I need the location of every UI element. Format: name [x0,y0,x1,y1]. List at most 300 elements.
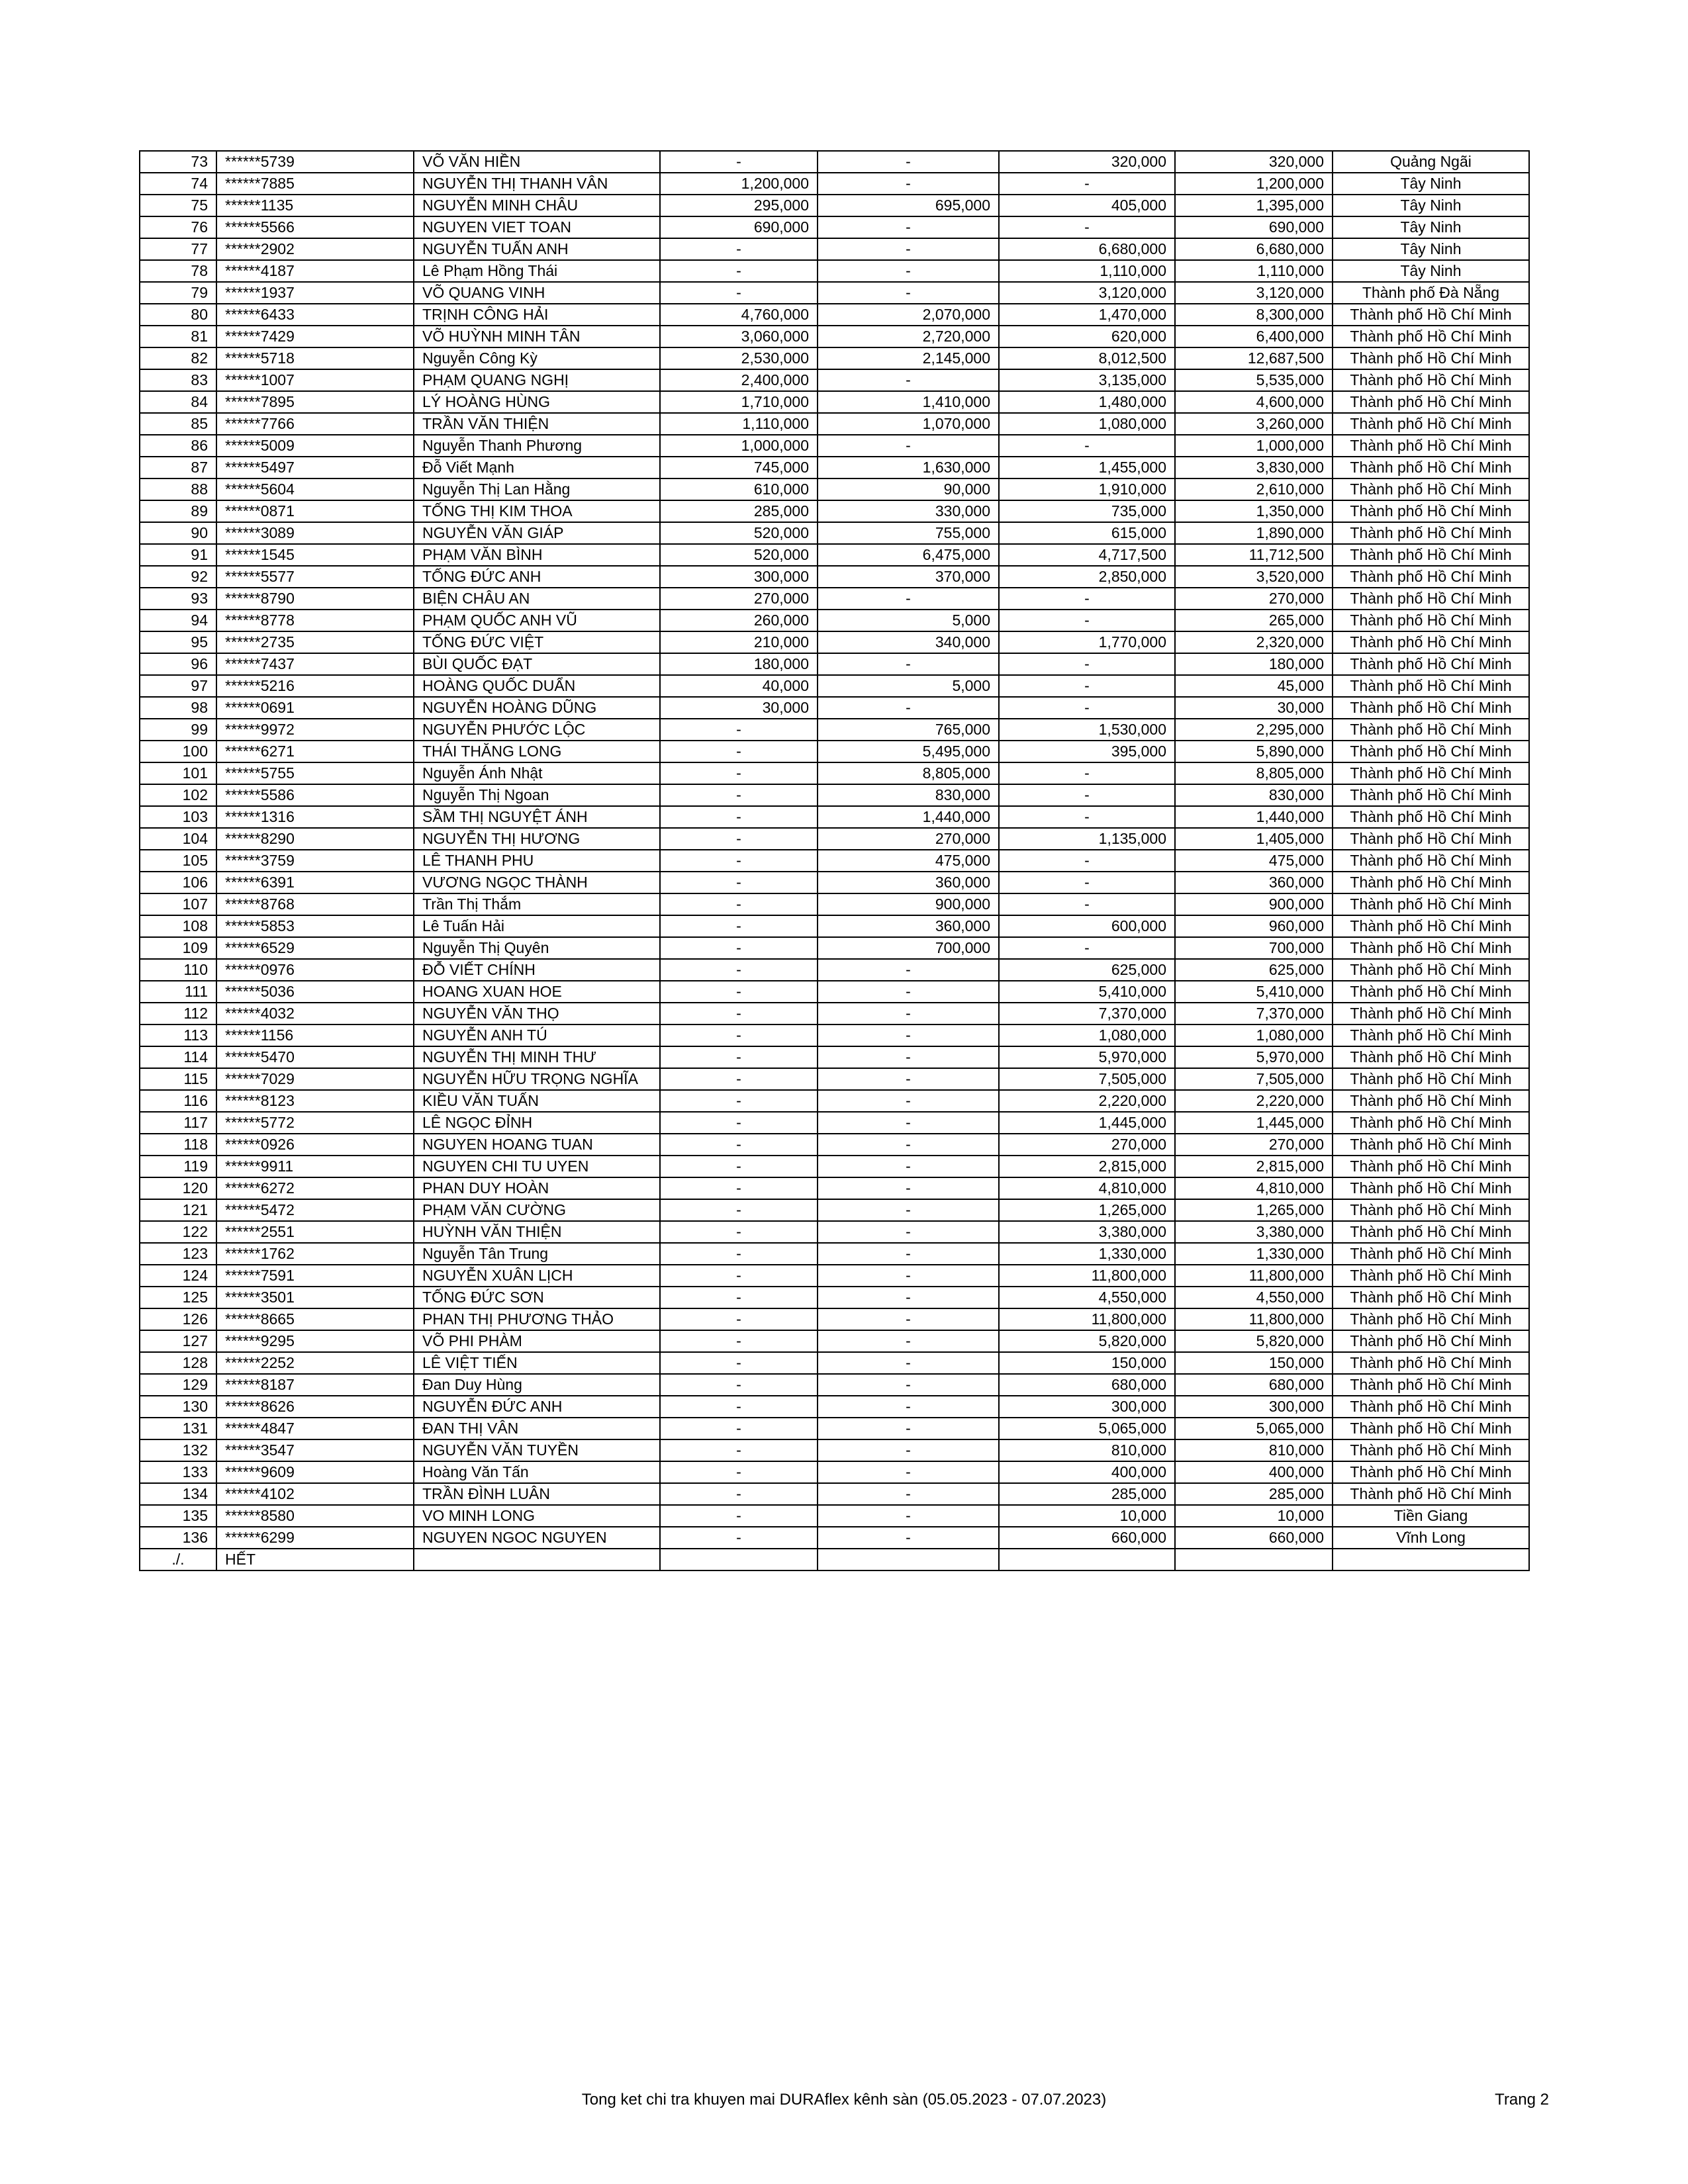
total-amount-cell: 1,200,000 [1175,173,1333,195]
masked-id-cell: ******1007 [216,369,414,391]
table-row [140,544,1529,566]
table-row [140,937,1529,959]
province-cell: Thành phố Hồ Chí Minh [1333,610,1529,631]
total-amount-cell: 10,000 [1175,1505,1333,1527]
amount-3-cell: - [999,435,1175,457]
amount-1-cell: - [660,1374,818,1396]
row-number-cell: 81 [140,326,216,347]
row-number-cell: 96 [140,653,216,675]
masked-id-cell: ******1156 [216,1024,414,1046]
amount-2-cell: - [818,1374,999,1396]
row-number-cell: 88 [140,478,216,500]
amount-3-cell: 1,530,000 [999,719,1175,741]
province-cell: Thành phố Hồ Chí Minh [1333,1003,1529,1024]
customer-name-cell: NGUYỄN TUẤN ANH [414,238,660,260]
customer-name-cell: LÝ HOÀNG HÙNG [414,391,660,413]
amount-2-cell: - [818,1243,999,1265]
amount-3-cell: 5,970,000 [999,1046,1175,1068]
masked-id-cell: ******6299 [216,1527,414,1549]
province-cell: Thành phố Hồ Chí Minh [1333,435,1529,457]
customer-name-cell: BIỆN CHÂU AN [414,588,660,610]
table-row [140,1330,1529,1352]
province-cell: Vĩnh Long [1333,1527,1529,1549]
total-amount-cell: 680,000 [1175,1374,1333,1396]
amount-1-cell: 40,000 [660,675,818,697]
masked-id-cell: ******6271 [216,741,414,762]
end-mark-cell: ./. [140,1549,216,1570]
amount-2-cell: - [818,1483,999,1505]
masked-id-cell: ******8768 [216,893,414,915]
amount-2-cell: 330,000 [818,500,999,522]
province-cell: Thành phố Hồ Chí Minh [1333,872,1529,893]
amount-3-cell: 1,330,000 [999,1243,1175,1265]
masked-id-cell: ******5472 [216,1199,414,1221]
masked-id-cell: ******5718 [216,347,414,369]
table-row [140,893,1529,915]
amount-2-cell: - [818,1068,999,1090]
total-amount-cell: 700,000 [1175,937,1333,959]
table-row [140,1418,1529,1439]
amount-3-cell: - [999,806,1175,828]
total-amount-cell: 2,815,000 [1175,1156,1333,1177]
row-number-cell: 122 [140,1221,216,1243]
row-number-cell: 130 [140,1396,216,1418]
amount-3-cell: - [999,653,1175,675]
table-row [140,1112,1529,1134]
table-row [140,631,1529,653]
total-amount-cell: 1,445,000 [1175,1112,1333,1134]
amount-2-cell: - [818,1003,999,1024]
customer-name-cell: Lê Tuấn Hải [414,915,660,937]
amount-3-cell: - [999,872,1175,893]
row-number-cell: 77 [140,238,216,260]
customer-name-cell: THÁI THĂNG LONG [414,741,660,762]
row-number-cell: 111 [140,981,216,1003]
total-amount-cell: 270,000 [1175,588,1333,610]
table-row [140,1199,1529,1221]
amount-2-cell: - [818,1221,999,1243]
province-cell: Thành phố Hồ Chí Minh [1333,478,1529,500]
customer-name-cell: VÕ VĂN HIỀN [414,151,660,173]
row-number-cell: 113 [140,1024,216,1046]
row-number-cell: 73 [140,151,216,173]
row-number-cell: 131 [140,1418,216,1439]
province-cell: Thành phố Hồ Chí Minh [1333,304,1529,326]
amount-3-cell: 4,810,000 [999,1177,1175,1199]
customer-name-cell: ĐỖ VIẾT CHÍNH [414,959,660,981]
customer-name-cell: NGUYỄN VĂN GIÁP [414,522,660,544]
customer-name-cell: SẦM THỊ NGUYỆT ÁNH [414,806,660,828]
row-number-cell: 133 [140,1461,216,1483]
customer-name-cell: NGUYEN VIET TOAN [414,216,660,238]
amount-2-cell: 370,000 [818,566,999,588]
amount-3-cell: 735,000 [999,500,1175,522]
customer-name-cell: NGUYEN HOANG TUAN [414,1134,660,1156]
masked-id-cell: ******8778 [216,610,414,631]
customer-name-cell: TỐNG ĐỨC SƠN [414,1287,660,1308]
total-amount-cell: 5,065,000 [1175,1418,1333,1439]
amount-3-cell: 600,000 [999,915,1175,937]
customer-name-cell: PHẠM VĂN CƯỜNG [414,1199,660,1221]
amount-1-cell: - [660,1003,818,1024]
total-amount-cell: 1,110,000 [1175,260,1333,282]
amount-2-cell: 1,070,000 [818,413,999,435]
customer-name-cell: Nguyễn Ánh Nhật [414,762,660,784]
table-row [140,675,1529,697]
row-number-cell: 97 [140,675,216,697]
table-row [140,1156,1529,1177]
amount-3-cell: 270,000 [999,1134,1175,1156]
end-row [140,1549,1529,1570]
row-number-cell: 78 [140,260,216,282]
empty-cell [999,1549,1175,1570]
table-row [140,391,1529,413]
masked-id-cell: ******4847 [216,1418,414,1439]
total-amount-cell: 300,000 [1175,1396,1333,1418]
customer-name-cell: NGUYỄN HỮU TRỌNG NGHĨA [414,1068,660,1090]
amount-2-cell: - [818,697,999,719]
total-amount-cell: 3,380,000 [1175,1221,1333,1243]
table-row [140,610,1529,631]
province-cell: Thành phố Đà Nẵng [1333,282,1529,304]
province-cell: Tây Ninh [1333,260,1529,282]
table-row [140,1003,1529,1024]
customer-name-cell: NGUYỄN ĐỨC ANH [414,1396,660,1418]
row-number-cell: 105 [140,850,216,872]
amount-2-cell: - [818,369,999,391]
total-amount-cell: 3,520,000 [1175,566,1333,588]
total-amount-cell: 900,000 [1175,893,1333,915]
row-number-cell: 80 [140,304,216,326]
customer-name-cell: Lê Phạm Hồng Thái [414,260,660,282]
amount-3-cell: 8,012,500 [999,347,1175,369]
row-number-cell: 110 [140,959,216,981]
amount-3-cell: 300,000 [999,1396,1175,1418]
amount-3-cell: 1,110,000 [999,260,1175,282]
total-amount-cell: 11,800,000 [1175,1308,1333,1330]
customer-name-cell: NGUYỄN XUÂN LỊCH [414,1265,660,1287]
customer-name-cell: NGUYEN CHI TU UYEN [414,1156,660,1177]
amount-2-cell: - [818,1046,999,1068]
amount-2-cell: - [818,653,999,675]
amount-1-cell: - [660,719,818,741]
amount-1-cell: 1,710,000 [660,391,818,413]
customer-name-cell: NGUYỄN VĂN TUYỀN [414,1439,660,1461]
table-row [140,806,1529,828]
amount-3-cell: 7,505,000 [999,1068,1175,1090]
masked-id-cell: ******2735 [216,631,414,653]
amount-3-cell: 615,000 [999,522,1175,544]
total-amount-cell: 11,800,000 [1175,1265,1333,1287]
row-number-cell: 79 [140,282,216,304]
amount-1-cell: - [660,1461,818,1483]
amount-2-cell: - [818,1112,999,1134]
total-amount-cell: 690,000 [1175,216,1333,238]
customer-name-cell: LÊ NGỌC ĐỈNH [414,1112,660,1134]
amount-2-cell: - [818,1527,999,1549]
customer-name-cell: ĐAN THỊ VÂN [414,1418,660,1439]
table-row [140,653,1529,675]
total-amount-cell: 8,300,000 [1175,304,1333,326]
amount-3-cell: 5,065,000 [999,1418,1175,1439]
amount-1-cell: 690,000 [660,216,818,238]
amount-1-cell: - [660,1177,818,1199]
amount-1-cell: 30,000 [660,697,818,719]
row-number-cell: 95 [140,631,216,653]
amount-1-cell: 1,200,000 [660,173,818,195]
amount-1-cell: - [660,260,818,282]
amount-2-cell: 755,000 [818,522,999,544]
row-number-cell: 76 [140,216,216,238]
province-cell: Thành phố Hồ Chí Minh [1333,1243,1529,1265]
table-row [140,850,1529,872]
table-row [140,1396,1529,1418]
table-row [140,435,1529,457]
amount-2-cell: - [818,1505,999,1527]
province-cell: Thành phố Hồ Chí Minh [1333,1352,1529,1374]
customer-name-cell: NGUYEN NGOC NGUYEN [414,1527,660,1549]
row-number-cell: 112 [140,1003,216,1024]
table-row [140,1527,1529,1549]
customer-name-cell: NGUYỄN THỊ MINH THƯ [414,1046,660,1068]
total-amount-cell: 7,370,000 [1175,1003,1333,1024]
total-amount-cell: 1,265,000 [1175,1199,1333,1221]
row-number-cell: 126 [140,1308,216,1330]
total-amount-cell: 2,295,000 [1175,719,1333,741]
province-cell: Thành phố Hồ Chí Minh [1333,893,1529,915]
table-row [140,369,1529,391]
amount-2-cell: 695,000 [818,195,999,216]
customer-name-cell: Trần Thị Thắm [414,893,660,915]
table-row [140,1505,1529,1527]
province-cell: Thành phố Hồ Chí Minh [1333,1068,1529,1090]
amount-3-cell: 680,000 [999,1374,1175,1396]
masked-id-cell: ******5009 [216,435,414,457]
customer-name-cell: Đỗ Viết Mạnh [414,457,660,478]
masked-id-cell: ******0976 [216,959,414,981]
total-amount-cell: 12,687,500 [1175,347,1333,369]
customer-name-cell: HOANG XUAN HOE [414,981,660,1003]
amount-2-cell: 270,000 [818,828,999,850]
amount-2-cell: 360,000 [818,872,999,893]
amount-2-cell: - [818,435,999,457]
province-cell: Thành phố Hồ Chí Minh [1333,915,1529,937]
amount-2-cell: - [818,1439,999,1461]
row-number-cell: 74 [140,173,216,195]
table-row [140,457,1529,478]
amount-2-cell: - [818,1024,999,1046]
table-row [140,216,1529,238]
masked-id-cell: ******5772 [216,1112,414,1134]
customer-name-cell: TỐNG THỊ KIM THOA [414,500,660,522]
amount-3-cell: 810,000 [999,1439,1175,1461]
customer-name-cell: NGUYỄN MINH CHÂU [414,195,660,216]
amount-2-cell: 2,070,000 [818,304,999,326]
amount-1-cell: - [660,1221,818,1243]
row-number-cell: 90 [140,522,216,544]
total-amount-cell: 1,330,000 [1175,1243,1333,1265]
amount-2-cell: 90,000 [818,478,999,500]
table-row [140,1461,1529,1483]
province-cell: Thành phố Hồ Chí Minh [1333,741,1529,762]
amount-1-cell: - [660,915,818,937]
customer-name-cell: HUỲNH VĂN THIỆN [414,1221,660,1243]
row-number-cell: 109 [140,937,216,959]
province-cell: Thành phố Hồ Chí Minh [1333,1461,1529,1483]
province-cell: Tây Ninh [1333,195,1529,216]
masked-id-cell: ******7766 [216,413,414,435]
masked-id-cell: ******6272 [216,1177,414,1199]
amount-1-cell: 610,000 [660,478,818,500]
amount-1-cell: 4,760,000 [660,304,818,326]
table-row [140,1090,1529,1112]
customer-name-cell: TRỊNH CÔNG HẢI [414,304,660,326]
row-number-cell: 114 [140,1046,216,1068]
province-cell: Thành phố Hồ Chí Minh [1333,1134,1529,1156]
province-cell: Tiền Giang [1333,1505,1529,1527]
province-cell: Thành phố Hồ Chí Minh [1333,1287,1529,1308]
row-number-cell: 135 [140,1505,216,1527]
amount-2-cell: - [818,151,999,173]
amount-3-cell: 2,850,000 [999,566,1175,588]
customer-name-cell: Nguyễn Thị Quyên [414,937,660,959]
masked-id-cell: ******4032 [216,1003,414,1024]
province-cell: Thành phố Hồ Chí Minh [1333,347,1529,369]
masked-id-cell: ******8665 [216,1308,414,1330]
amount-3-cell: 11,800,000 [999,1308,1175,1330]
customer-name-cell: PHẠM QUANG NGHỊ [414,369,660,391]
total-amount-cell: 8,805,000 [1175,762,1333,784]
customer-name-cell: Hoàng Văn Tấn [414,1461,660,1483]
row-number-cell: 75 [140,195,216,216]
masked-id-cell: ******0691 [216,697,414,719]
customer-name-cell: NGUYỄN ANH TÚ [414,1024,660,1046]
customer-name-cell: LÊ VIỆT TIẾN [414,1352,660,1374]
customer-name-cell: BÙI QUỐC ĐẠT [414,653,660,675]
amount-2-cell: - [818,981,999,1003]
masked-id-cell: ******0926 [216,1134,414,1156]
total-amount-cell: 3,830,000 [1175,457,1333,478]
total-amount-cell: 4,810,000 [1175,1177,1333,1199]
amount-3-cell: 1,470,000 [999,304,1175,326]
amount-1-cell: 295,000 [660,195,818,216]
province-cell: Thành phố Hồ Chí Minh [1333,1330,1529,1352]
amount-1-cell: 745,000 [660,457,818,478]
payout-table-body [140,151,1529,1570]
masked-id-cell: ******8290 [216,828,414,850]
masked-id-cell: ******5577 [216,566,414,588]
amount-3-cell: 625,000 [999,959,1175,981]
total-amount-cell: 1,350,000 [1175,500,1333,522]
customer-name-cell: PHẠM QUỐC ANH VŨ [414,610,660,631]
province-cell: Thành phố Hồ Chí Minh [1333,981,1529,1003]
masked-id-cell: ******7429 [216,326,414,347]
masked-id-cell: ******5497 [216,457,414,478]
table-row [140,828,1529,850]
total-amount-cell: 270,000 [1175,1134,1333,1156]
amount-2-cell: - [818,1177,999,1199]
table-row [140,588,1529,610]
row-number-cell: 106 [140,872,216,893]
row-number-cell: 124 [140,1265,216,1287]
amount-1-cell: - [660,1352,818,1374]
province-cell: Thành phố Hồ Chí Minh [1333,1439,1529,1461]
total-amount-cell: 1,890,000 [1175,522,1333,544]
amount-3-cell: 660,000 [999,1527,1175,1549]
total-amount-cell: 625,000 [1175,959,1333,981]
customer-name-cell: Đan Duy Hùng [414,1374,660,1396]
table-row [140,566,1529,588]
table-row [140,959,1529,981]
masked-id-cell: ******5216 [216,675,414,697]
province-cell: Thành phố Hồ Chí Minh [1333,1156,1529,1177]
province-cell: Thành phố Hồ Chí Minh [1333,326,1529,347]
total-amount-cell: 1,000,000 [1175,435,1333,457]
masked-id-cell: ******5566 [216,216,414,238]
amount-1-cell: - [660,1046,818,1068]
amount-3-cell: 1,910,000 [999,478,1175,500]
total-amount-cell: 7,505,000 [1175,1068,1333,1090]
amount-3-cell: 10,000 [999,1505,1175,1527]
province-cell: Thành phố Hồ Chí Minh [1333,937,1529,959]
total-amount-cell: 1,405,000 [1175,828,1333,850]
amount-2-cell: - [818,1352,999,1374]
masked-id-cell: ******6529 [216,937,414,959]
province-cell: Thành phố Hồ Chí Minh [1333,1046,1529,1068]
amount-1-cell: 285,000 [660,500,818,522]
customer-name-cell: NGUYỄN PHƯỚC LỘC [414,719,660,741]
province-cell: Thành phố Hồ Chí Minh [1333,850,1529,872]
total-amount-cell: 1,080,000 [1175,1024,1333,1046]
amount-1-cell: 1,110,000 [660,413,818,435]
amount-1-cell: - [660,1068,818,1090]
amount-1-cell: - [660,1505,818,1527]
amount-1-cell: 260,000 [660,610,818,631]
amount-3-cell: 1,770,000 [999,631,1175,653]
amount-1-cell: 180,000 [660,653,818,675]
amount-3-cell: 7,370,000 [999,1003,1175,1024]
total-amount-cell: 3,260,000 [1175,413,1333,435]
customer-name-cell: VO MINH LONG [414,1505,660,1527]
table-row [140,238,1529,260]
amount-1-cell: - [660,1330,818,1352]
amount-1-cell: - [660,981,818,1003]
amount-1-cell: - [660,828,818,850]
amount-2-cell: 1,440,000 [818,806,999,828]
table-row [140,741,1529,762]
province-cell: Thành phố Hồ Chí Minh [1333,457,1529,478]
province-cell: Thành phố Hồ Chí Minh [1333,566,1529,588]
total-amount-cell: 11,712,500 [1175,544,1333,566]
amount-1-cell: - [660,784,818,806]
amount-3-cell: - [999,850,1175,872]
table-row [140,784,1529,806]
amount-3-cell: - [999,675,1175,697]
total-amount-cell: 2,610,000 [1175,478,1333,500]
province-cell: Thành phố Hồ Chí Minh [1333,697,1529,719]
customer-name-cell: KIỀU VĂN TUẤN [414,1090,660,1112]
page-number: Trang 2 [1495,2091,1549,2109]
province-cell: Thành phố Hồ Chí Minh [1333,719,1529,741]
table-row [140,762,1529,784]
total-amount-cell: 285,000 [1175,1483,1333,1505]
row-number-cell: 91 [140,544,216,566]
table-row [140,347,1529,369]
row-number-cell: 92 [140,566,216,588]
amount-1-cell: 2,400,000 [660,369,818,391]
amount-3-cell: 4,550,000 [999,1287,1175,1308]
empty-cell [660,1549,818,1570]
